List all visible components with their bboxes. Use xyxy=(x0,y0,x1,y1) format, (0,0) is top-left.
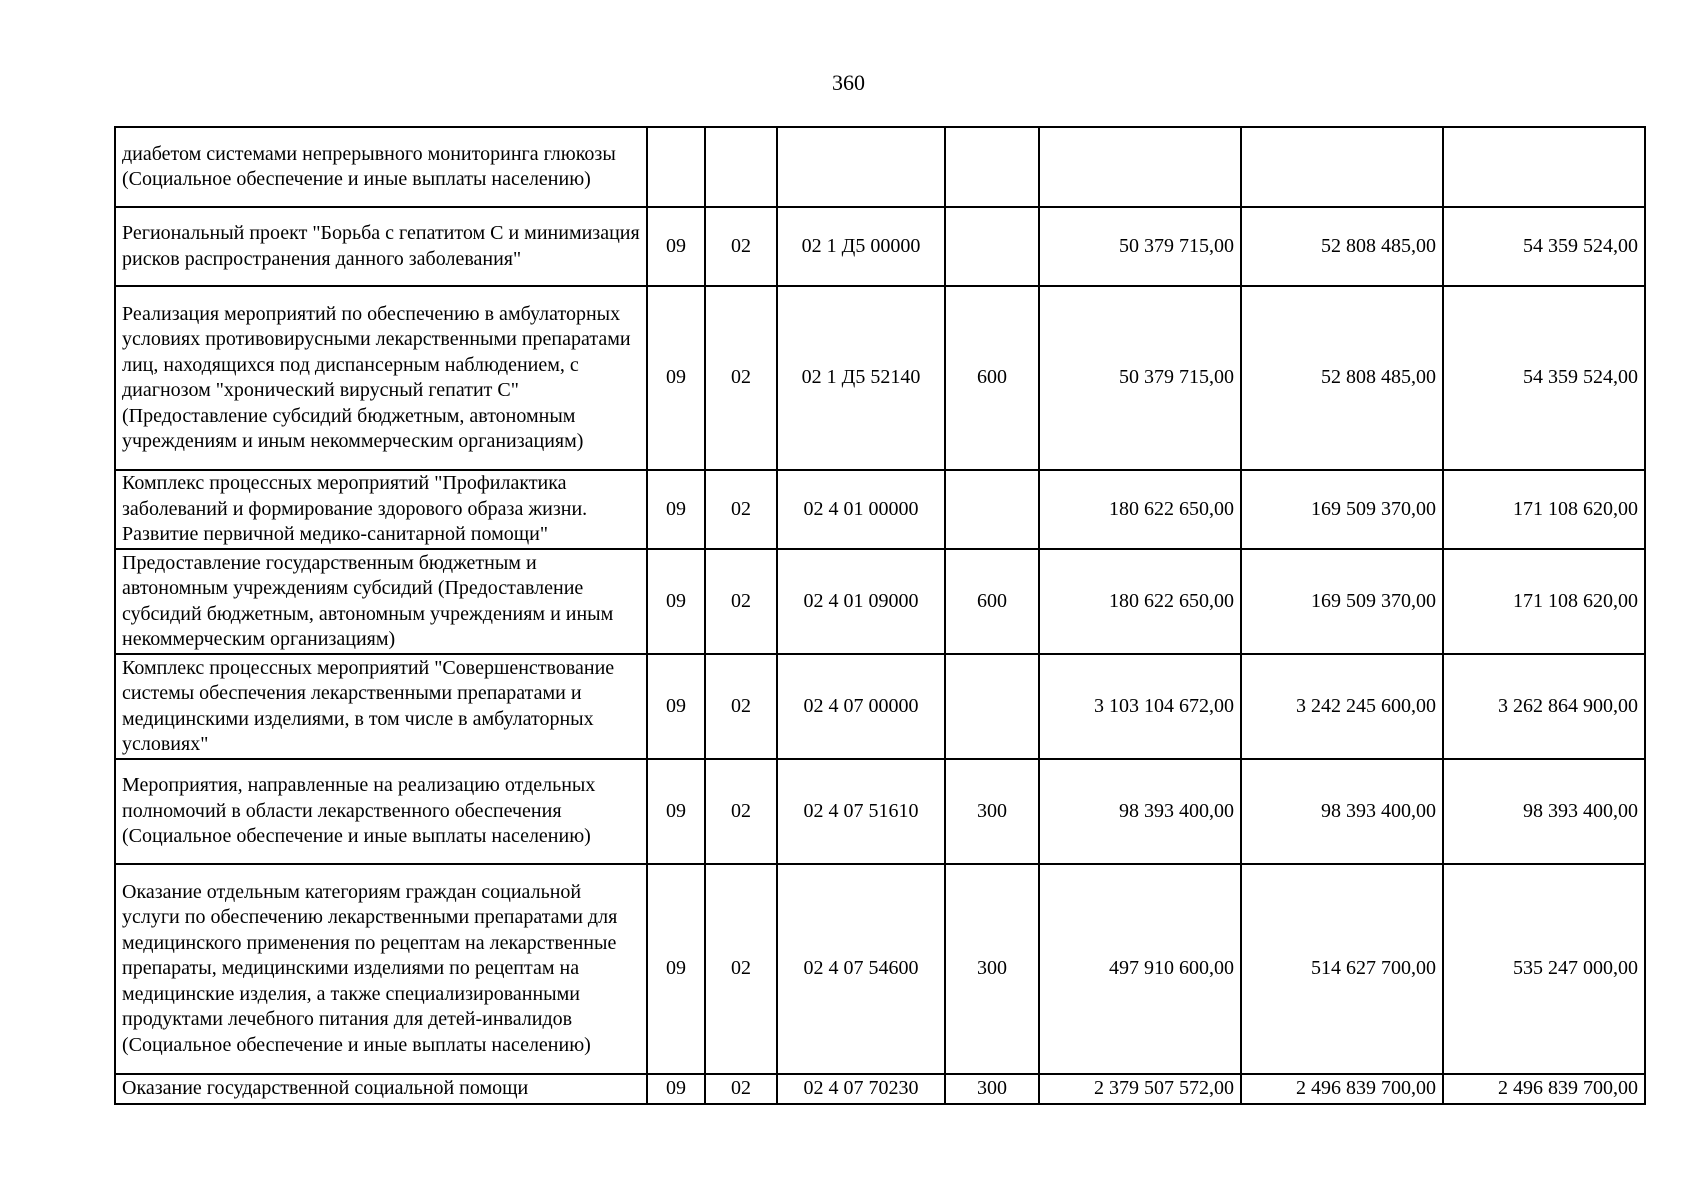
amount-year-1-cell: 98 393 400,00 xyxy=(1039,759,1241,864)
amount-year-2-cell: 52 808 485,00 xyxy=(1241,207,1443,286)
table-row xyxy=(115,759,1645,864)
amount-year-2-cell: 98 393 400,00 xyxy=(1241,759,1443,864)
subsection-cell: 02 xyxy=(705,864,777,1074)
target-article-cell: 02 1 Д5 00000 xyxy=(777,207,945,286)
budget-table xyxy=(114,126,1646,1105)
page-number: 360 xyxy=(832,70,865,95)
amount-year-1-cell: 3 103 104 672,00 xyxy=(1039,654,1241,759)
subsection-cell: 02 xyxy=(705,470,777,549)
subsection-cell: 02 xyxy=(705,1074,777,1104)
amount-year-1-cell: 50 379 715,00 xyxy=(1039,207,1241,286)
expense-type-cell xyxy=(945,207,1039,286)
expense-type-cell: 300 xyxy=(945,759,1039,864)
target-article-cell xyxy=(777,127,945,207)
amount-year-3-cell xyxy=(1443,127,1645,207)
amount-year-3-cell: 171 108 620,00 xyxy=(1443,470,1645,549)
amount-year-2-cell: 514 627 700,00 xyxy=(1241,864,1443,1074)
section-cell: 09 xyxy=(647,759,705,864)
table-row xyxy=(115,286,1645,470)
section-cell xyxy=(647,127,705,207)
target-article-cell: 02 1 Д5 52140 xyxy=(777,286,945,470)
amount-year-3-cell: 98 393 400,00 xyxy=(1443,759,1645,864)
section-cell: 09 xyxy=(647,286,705,470)
target-article-cell: 02 4 07 51610 xyxy=(777,759,945,864)
subsection-cell xyxy=(705,127,777,207)
expense-type-cell: 600 xyxy=(945,286,1039,470)
expense-type-cell xyxy=(945,654,1039,759)
section-cell: 09 xyxy=(647,654,705,759)
amount-year-3-cell: 54 359 524,00 xyxy=(1443,207,1645,286)
table-row xyxy=(115,864,1645,1074)
target-article-cell: 02 4 07 54600 xyxy=(777,864,945,1074)
row-name-cell: Комплекс процессных мероприятий "Профилактика заболеваний и формирование здорового образа жизни. Развитие первичной медико-санитарной помощи" xyxy=(115,470,647,549)
subsection-cell: 02 xyxy=(705,207,777,286)
row-name-cell: Региональный проект "Борьба с гепатитом С и минимизация рисков распространения данного заболевания" xyxy=(115,207,647,286)
row-name-cell: Предоставление государственным бюджетным и автономным учреждениям субсидий (Предоставление субсидий бюджетным, автономным учреждениям и иным некоммерческим организациям) xyxy=(115,549,647,654)
amount-year-1-cell: 2 379 507 572,00 xyxy=(1039,1074,1241,1104)
amount-year-3-cell: 2 496 839 700,00 xyxy=(1443,1074,1645,1104)
expense-type-cell: 600 xyxy=(945,549,1039,654)
target-article-cell: 02 4 07 70230 xyxy=(777,1074,945,1104)
amount-year-3-cell: 54 359 524,00 xyxy=(1443,286,1645,470)
row-name-cell: диабетом системами непрерывного мониторинга глюкозы (Социальное обеспечение и иные выплаты населению) xyxy=(115,127,647,207)
table-row xyxy=(115,549,1645,654)
section-cell: 09 xyxy=(647,864,705,1074)
table-row xyxy=(115,1074,1645,1104)
subsection-cell: 02 xyxy=(705,549,777,654)
amount-year-2-cell: 2 496 839 700,00 xyxy=(1241,1074,1443,1104)
row-name-cell: Мероприятия, направленные на реализацию отдельных полномочий в области лекарственного обеспечения (Социальное обеспечение и иные выплаты населению) xyxy=(115,759,647,864)
section-cell: 09 xyxy=(647,549,705,654)
row-name-cell: Реализация мероприятий по обеспечению в амбулаторных условиях противовирусными лекарственными препаратами лиц, находящихся под диспансерным наблюдением, с диагнозом "хронический вирусный гепатит С" (Предоставление субсидий бюджетным, автономным учреждениям и иным некоммерческим организациям) xyxy=(115,286,647,470)
expense-type-cell xyxy=(945,127,1039,207)
amount-year-3-cell: 535 247 000,00 xyxy=(1443,864,1645,1074)
amount-year-2-cell xyxy=(1241,127,1443,207)
table-row xyxy=(115,207,1645,286)
expense-type-cell: 300 xyxy=(945,864,1039,1074)
amount-year-1-cell: 50 379 715,00 xyxy=(1039,286,1241,470)
table-row xyxy=(115,127,1645,207)
subsection-cell: 02 xyxy=(705,286,777,470)
target-article-cell: 02 4 01 00000 xyxy=(777,470,945,549)
expense-type-cell xyxy=(945,470,1039,549)
section-cell: 09 xyxy=(647,207,705,286)
amount-year-2-cell: 169 509 370,00 xyxy=(1241,549,1443,654)
section-cell: 09 xyxy=(647,470,705,549)
row-name-cell: Оказание отдельным категориям граждан социальной услуги по обеспечению лекарственными препаратами для медицинского применения по рецептам на лекарственные препараты, медицинскими изделиями по рецептам на медицинские изделия, а также специализированными продуктами лечебного питания для детей-инвалидов (Социальное обеспечение и иные выплаты населению) xyxy=(115,864,647,1074)
amount-year-3-cell: 171 108 620,00 xyxy=(1443,549,1645,654)
row-name-cell: Оказание государственной социальной помощи xyxy=(115,1074,647,1104)
amount-year-1-cell xyxy=(1039,127,1241,207)
amount-year-3-cell: 3 262 864 900,00 xyxy=(1443,654,1645,759)
amount-year-1-cell: 180 622 650,00 xyxy=(1039,549,1241,654)
amount-year-2-cell: 169 509 370,00 xyxy=(1241,470,1443,549)
amount-year-2-cell: 52 808 485,00 xyxy=(1241,286,1443,470)
expense-type-cell: 300 xyxy=(945,1074,1039,1104)
subsection-cell: 02 xyxy=(705,759,777,864)
target-article-cell: 02 4 01 09000 xyxy=(777,549,945,654)
target-article-cell: 02 4 07 00000 xyxy=(777,654,945,759)
amount-year-1-cell: 180 622 650,00 xyxy=(1039,470,1241,549)
table-row xyxy=(115,470,1645,549)
row-name-cell: Комплекс процессных мероприятий "Совершенствование системы обеспечения лекарственными препаратами и медицинскими изделиями, в том числе в амбулаторных условиях" xyxy=(115,654,647,759)
amount-year-2-cell: 3 242 245 600,00 xyxy=(1241,654,1443,759)
amount-year-1-cell: 497 910 600,00 xyxy=(1039,864,1241,1074)
section-cell: 09 xyxy=(647,1074,705,1104)
subsection-cell: 02 xyxy=(705,654,777,759)
table-row xyxy=(115,654,1645,759)
